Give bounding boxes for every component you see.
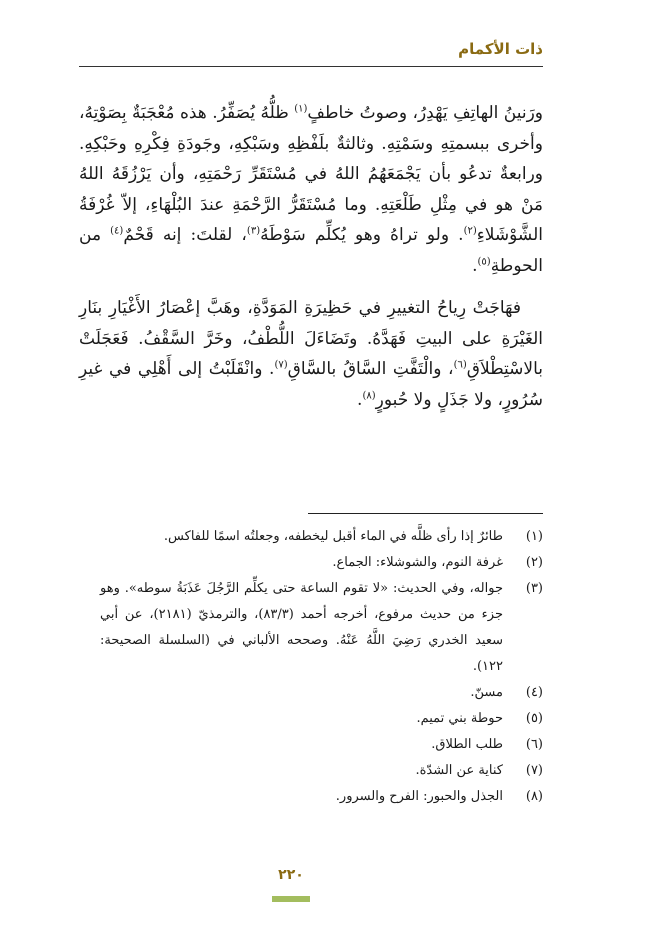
page-number-bar bbox=[272, 896, 310, 902]
footnote-marker: (٤) bbox=[110, 225, 124, 237]
footnote-text: الجذل والحبور: الفرح والسرور. bbox=[335, 789, 503, 804]
text-run: من الحوطةِ bbox=[79, 225, 543, 276]
footnote-text: طائرٌ إذا رأى ظلَّه في الماء أقبل ليخطفه، وجعلتُه اسمًا للفاكس. bbox=[163, 529, 503, 544]
footnote-item bbox=[100, 732, 543, 758]
text-run: . bbox=[357, 389, 363, 410]
footnote-number: (٢) bbox=[525, 555, 543, 570]
text-run: ورَنينُ الهاتِفِ يَهْدِرُ، وصوتُ خاطفٍ bbox=[307, 103, 543, 123]
footnote-text: غرفة النوم، والشوشلاء: الجماع. bbox=[332, 555, 503, 570]
text-run: ظلُّهُ يُصَفِّرُ. هذه مُعْجَبَةٌ بِصَوْتِهُ، وأخرى ببسمتِهِ وسَمْتِهِ. وثالثةٌ بلَفْظِهِ وسَبْكِهِ، وجَودَةِ فِكْرِهِ وحَبْكِهِ. ورابعةٌ تدعُو بأن يَجْمَعَهُمُ اللهُ في مُسْتَقَرِّ رَحْمَتِهِ، وأن يَرْزُقَهُ اللهُ مَنْ هو في مِثْلِ طَلْعَتِهِ. وما مُسْتَقَرُّ الرَّحْمَةِ عندَ البُلْهَاءِ، إلاّ غُرْفَةُ الشَّوْشَلاءِ bbox=[79, 103, 543, 245]
text-run: ، لقلتَ: إنه قَحْمٌ bbox=[123, 225, 247, 245]
page-number: ٢٢٠ bbox=[278, 867, 304, 883]
text-run: . وانْقَلَبْتُ إلى أَهْلِي في غيرِ سُرُورٍ، ولا جَذَلٍ ولا حُبورٍ bbox=[79, 359, 543, 410]
footnote-text: كناية عن الشدّة. bbox=[415, 763, 503, 778]
footnote-text: حوطة بني تميم. bbox=[416, 711, 503, 726]
footnote-marker: (٧) bbox=[274, 359, 288, 371]
main-text bbox=[79, 98, 543, 415]
footnote-marker: (١) bbox=[294, 103, 308, 115]
footnote-text: مسنّ. bbox=[470, 685, 503, 700]
paragraph-1 bbox=[79, 98, 543, 281]
footnote-marker: (٣) bbox=[246, 225, 261, 237]
footnote-number: (٤) bbox=[525, 685, 543, 700]
footnote-item bbox=[100, 576, 543, 680]
footnote-number: (٥) bbox=[525, 711, 543, 726]
text-run: فهَاجَتْ رِياحُ التغييرِ في حَظِيرَةِ المَوَدَّةِ، وهَبَّ إعْصَارُ الأَغْيَارِ بنَارِ الغَيْرَةِ على البيتِ فَهَدَّهُ. وتَضَاءَلَ اللُّطْفُ، وخَرَّ السَّقْفُ. فَعَجَلَتْ بالاسْتِطْلاَقِ bbox=[79, 298, 544, 379]
footnote-item bbox=[100, 706, 543, 732]
footnote-number: (٧) bbox=[525, 763, 543, 778]
text-run: . bbox=[472, 255, 478, 276]
footnote-number: (٨) bbox=[525, 789, 543, 804]
footnote-text: جواله، وفي الحديث: «لا تقوم الساعة حتى يكلِّم الرَّجُلَ عَذَبَةُ سوطه». وهو جزء من حديث مرفوع، أخرجه أحمد (٨٣/٣)، والترمذيّ (٢١٨١)، عن أبي سعيد الخدري رَضِيَ اللَّهُ عَنْهُ. وصححه الألباني في (السلسلة الصحيحة: ١٢٢). bbox=[100, 581, 504, 674]
footnote-marker: (٥) bbox=[477, 255, 491, 267]
footnote-item bbox=[100, 524, 543, 550]
book-title: ذات الأكمام bbox=[458, 40, 543, 58]
page-header bbox=[79, 38, 543, 67]
footnotes bbox=[100, 524, 543, 810]
footnote-marker: (٦) bbox=[453, 359, 467, 371]
footnote-item bbox=[100, 680, 543, 706]
footnote-number: (٣) bbox=[525, 581, 543, 596]
footnote-item bbox=[100, 758, 543, 784]
footnote-number: (١) bbox=[525, 529, 543, 544]
footnote-item bbox=[100, 550, 543, 576]
footnote-item bbox=[100, 784, 543, 810]
footnote-marker: (٢) bbox=[463, 225, 477, 237]
footnote-text: طلب الطلاق. bbox=[431, 737, 503, 752]
text-run: . ولو تراهُ وهو يُكلِّم سَوْطَهُ bbox=[260, 225, 464, 245]
footnote-number: (٦) bbox=[525, 737, 543, 752]
footnote-marker: (٨) bbox=[362, 389, 376, 401]
text-run: ، والْتَفَّتِ السَّاقُ بالسَّاقِ bbox=[287, 359, 454, 379]
paragraph-2 bbox=[79, 293, 543, 415]
footnote-separator bbox=[308, 513, 543, 514]
